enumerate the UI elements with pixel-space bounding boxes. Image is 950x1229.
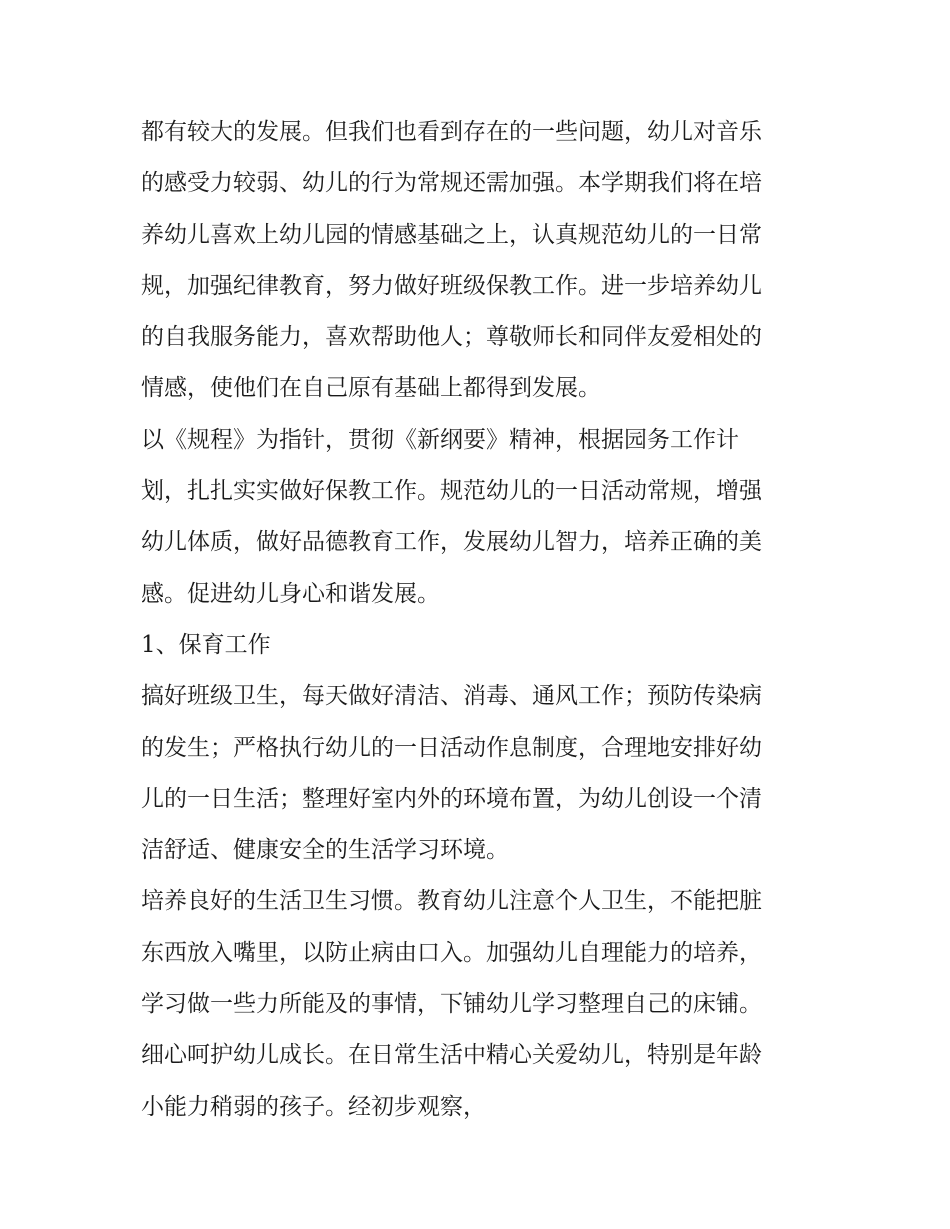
text-line: 学习做一些力所能及的事情，下铺幼儿学习整理自己的床铺。 [141, 991, 762, 1018]
text-line: 感。促进幼儿身心和谐发展。 [141, 580, 440, 607]
text-line: 情感，使他们在自己原有基础上都得到发展。 [141, 375, 601, 402]
text-line: 搞好班级卫生，每天做好清洁、消毒、通风工作；预防传染病 [141, 683, 762, 710]
text-line: 洁舒适、健康安全的生活学习环境。 [141, 837, 509, 864]
text-line: 划，扎扎实实做好保教工作。规范幼儿的一日活动常规，增强 [141, 478, 762, 505]
text-line: 的发生；严格执行幼儿的一日活动作息制度，合理地安排好幼 [141, 734, 762, 761]
document-body [141, 107, 821, 1133]
text-line: 都有较大的发展。但我们也看到存在的一些问题，幼儿对音乐 [141, 119, 762, 145]
text-line: 规，加强纪律教育，努力做好班级保教工作。进一步培养幼儿 [141, 272, 762, 299]
text-line: 细心呵护幼儿成长。在日常生活中精心关爱幼儿，特别是年龄 [141, 1042, 762, 1069]
text-line: 养幼儿喜欢上幼儿园的情感基础之上，认真规范幼儿的一日常 [141, 221, 762, 248]
text-line: 以《规程》为指针，贯彻《新纲要》精神，根据园务工作计 [141, 426, 739, 453]
section-heading: 1、保育工作 [141, 631, 271, 658]
text-line: 东西放入嘴里，以防止病由口入。加强幼儿自理能力的培养， [141, 939, 762, 966]
text-line: 儿的一日生活；整理好室内外的环境布置，为幼儿创设一个清 [141, 785, 762, 812]
text-line: 幼儿体质，做好品德教育工作，发展幼儿智力，培养正确的美 [141, 529, 762, 556]
text-line: 小能力稍弱的孩子。经初步观察， [141, 1093, 486, 1120]
text-line: 培养良好的生活卫生习惯。教育幼儿注意个人卫生，不能把脏 [141, 888, 762, 915]
text-line: 的感受力较弱、幼儿的行为常规还需加强。本学期我们将在培 [141, 170, 762, 197]
text-line: 的自我服务能力，喜欢帮助他人；尊敬师长和同伴友爱相处的 [141, 324, 762, 351]
